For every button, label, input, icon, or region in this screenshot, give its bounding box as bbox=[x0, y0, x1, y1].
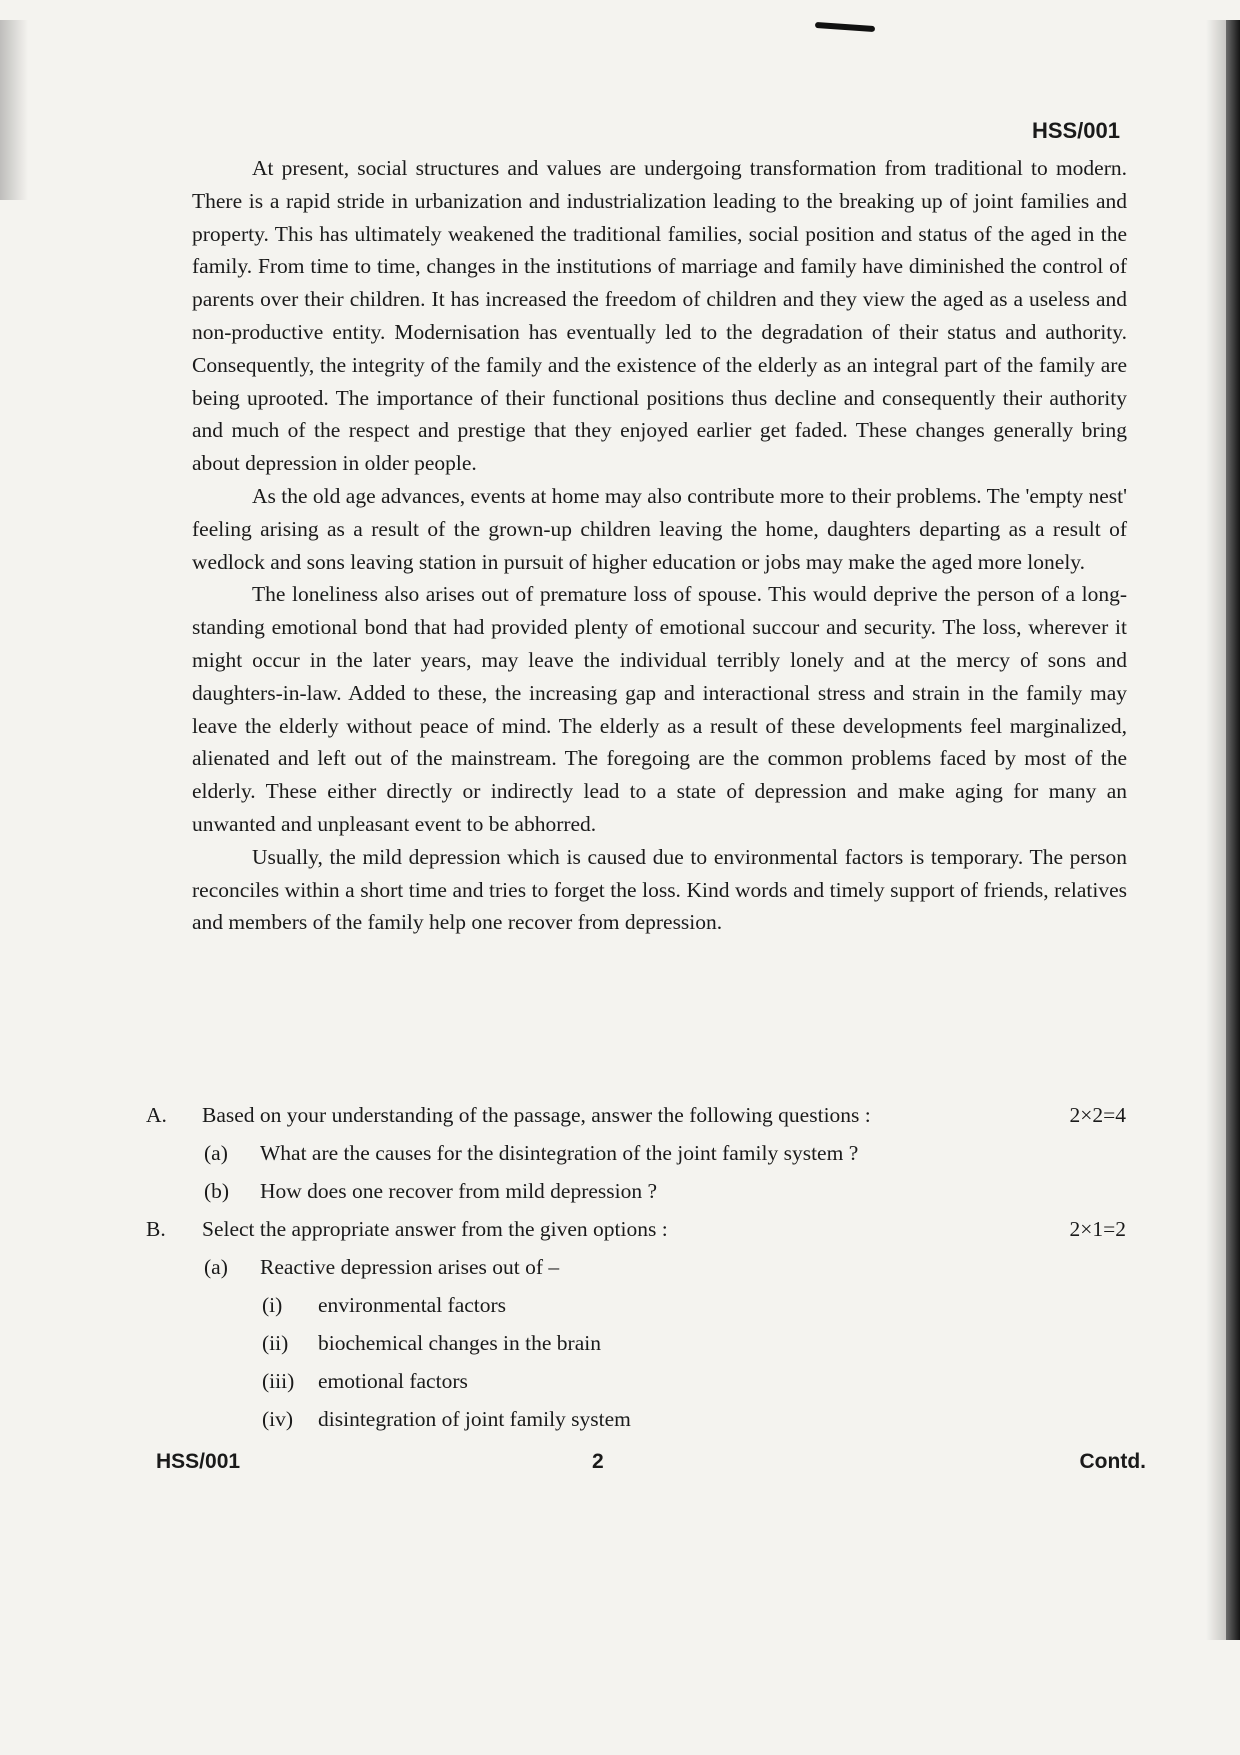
passage-paragraph-4: Usually, the mild depression which is caused due to environmental factors is temporary. The person reconciles within a short time and tries to forget the loss. Kind words and timely support of friends, relatives and members of the family help one recover from depression. bbox=[192, 844, 1127, 935]
section-a-question-b bbox=[146, 1172, 1126, 1210]
scan-shadow-right bbox=[1226, 20, 1240, 1640]
footer-paper-code: HSS/001 bbox=[156, 1450, 241, 1473]
scan-shadow-fade bbox=[1206, 20, 1226, 1640]
passage-paragraph-3: The loneliness also arises out of premature loss of spouse. This would deprive the person of a long-standing emotional bond that had provided plenty of emotional succour and security. The loss, wherever it might occur in the later years, may leave the individual terribly lonely and at the mercy of sons and daughters-in-law. Added to these, the increasing gap and interactional stress and strain in the family may leave the elderly without peace of mind. The elderly as a result of these developments feel marginalized, alienated and left out of the mainstream. The foregoing are the common problems faced by most of the elderly. These either directly or indirectly lead to a state of depression and make aging for many an unwanted and unpleasant event to be abhorred. bbox=[192, 582, 1127, 836]
scan-left-edge bbox=[0, 20, 28, 200]
option-text: environmental factors bbox=[318, 1293, 507, 1317]
question-label: (b) bbox=[204, 1179, 230, 1203]
question-text: How does one recover from mild depression ? bbox=[260, 1179, 658, 1203]
section-a-letter: A. bbox=[146, 1103, 167, 1127]
section-a-marks: 2×2=4 bbox=[1069, 1103, 1126, 1127]
section-a-header bbox=[146, 1096, 1126, 1134]
questions bbox=[146, 1096, 1126, 1438]
option-number: (ii) bbox=[262, 1331, 289, 1355]
option-number: (iv) bbox=[262, 1407, 294, 1431]
page-number: 2 bbox=[592, 1450, 604, 1473]
option-text: emotional factors bbox=[318, 1369, 468, 1393]
passage bbox=[192, 152, 1127, 939]
option-ii bbox=[146, 1324, 1126, 1362]
continued-label: Contd. bbox=[1079, 1450, 1146, 1473]
section-b-question-a bbox=[146, 1248, 1126, 1286]
option-number: (i) bbox=[262, 1293, 283, 1317]
question-label: (a) bbox=[204, 1141, 228, 1165]
option-iii bbox=[146, 1362, 1126, 1400]
option-text: biochemical changes in the brain bbox=[318, 1331, 601, 1355]
question-text: What are the causes for the disintegration of the joint family system ? bbox=[260, 1141, 859, 1165]
section-a-question-a bbox=[146, 1134, 1126, 1172]
header-paper-code: HSS/001 bbox=[1031, 118, 1120, 143]
section-b-header bbox=[146, 1210, 1126, 1248]
passage-paragraph-1: At present, social structures and values are undergoing transformation from traditional to modern. There is a rapid stride in urbanization and industrialization leading to the breaking up of joint families and property. This has ultimately weakened the traditional families, social position and status of the aged in the family. From time to time, changes in the institutions of marriage and family have diminished the control of parents over their children. It has increased the freedom of children and they view the aged as a useless and non-productive entity. Modernisation has eventually led to the degradation of their status and authority. Consequently, the integrity of the family and the existence of the elderly as an integral part of the family are being uprooted. The importance of their functional positions thus decline and consequently their authority and much of the respect and prestige that they enjoyed earlier get faded. These changes generally bring about depression in older people. bbox=[192, 156, 1127, 476]
question-text: Reactive depression arises out of – bbox=[260, 1255, 560, 1279]
section-b-letter: B. bbox=[146, 1217, 166, 1241]
section-b-instruction: Select the appropriate answer from the given options : bbox=[202, 1217, 668, 1241]
option-iv bbox=[146, 1400, 1126, 1438]
scan-top-mark bbox=[815, 22, 875, 32]
option-text: disintegration of joint family system bbox=[318, 1407, 631, 1431]
option-i bbox=[146, 1286, 1126, 1324]
option-number: (iii) bbox=[262, 1369, 295, 1393]
section-b-marks: 2×1=2 bbox=[1069, 1217, 1126, 1241]
question-label: (a) bbox=[204, 1255, 228, 1279]
passage-paragraph-2: As the old age advances, events at home may also contribute more to their problems. The 'empty nest' feeling arising as a result of the grown-up children leaving the home, daughters departing as a result of wedlock and sons leaving station in pursuit of higher education or jobs may make the aged more lonely. bbox=[192, 483, 1127, 574]
page-footer bbox=[156, 1450, 1146, 1486]
section-a-instruction: Based on your understanding of the passage, answer the following questions : bbox=[202, 1103, 871, 1127]
